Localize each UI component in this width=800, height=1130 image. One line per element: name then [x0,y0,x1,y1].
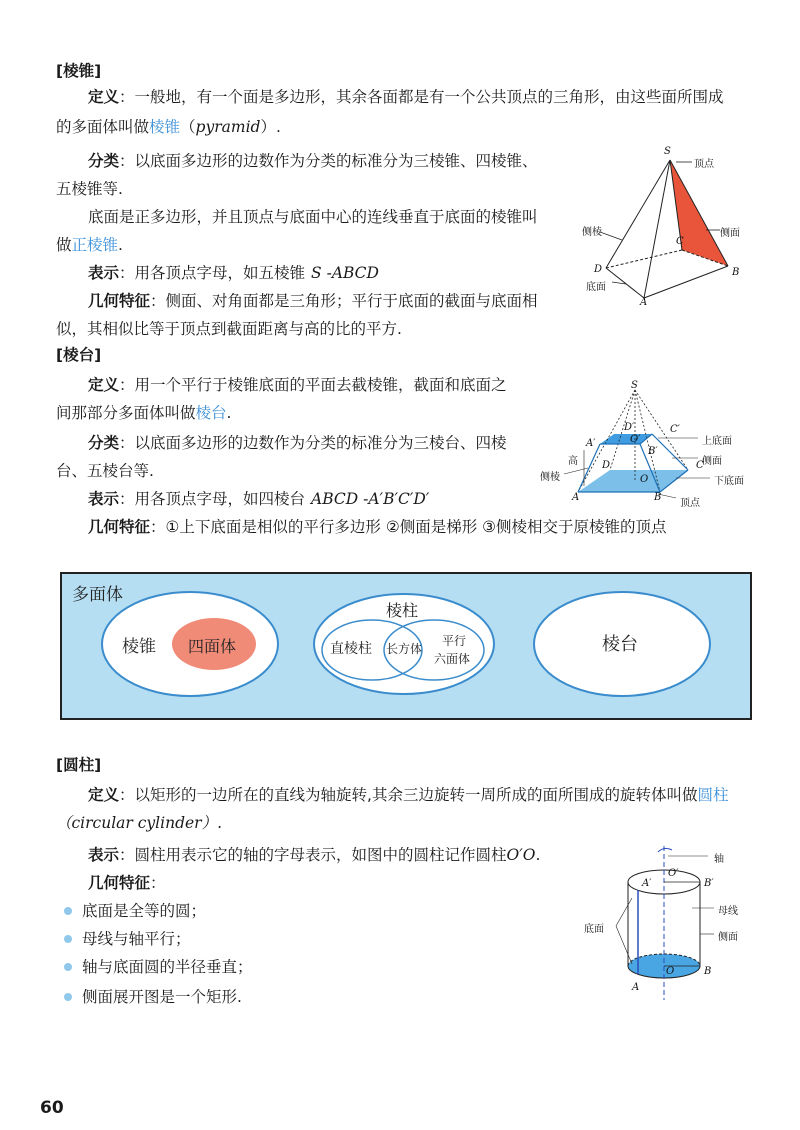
label-O1: O′ [630,434,641,445]
cylinder-figure-svg [580,838,760,1006]
label-A1: A′ [642,878,652,889]
diagram-prism-label: 棱柱 [386,601,419,620]
label-lateral-face: 侧面 [702,456,722,467]
cylinder-bullet-1: 底面是全等的圆； [64,900,206,922]
diagram-cuboid-label: 长方体 [386,642,423,656]
classification-label: 分类 [88,152,120,170]
label-B: B [704,966,712,977]
cylinder-representation: 表示：圆柱用表示它的轴的字母表示，如图中的圆柱记作圆柱O′O. [88,846,541,864]
bottom-base-fill [578,470,688,492]
label-A: A [572,492,580,503]
label-A1: A′ [586,438,596,449]
pyramid-term: 棱锥 [149,118,181,136]
bullet-dot [64,993,72,1001]
label-axis: 轴 [714,854,724,865]
pyramid-class-line1: 分类：以底面多边形的边数作为分类的标准分为三棱锥、四棱锥、 [88,152,538,170]
pyramid-geometry-line1: 几何特征：侧面、对角面都是三角形；平行于底面的截面与底面相 [88,292,538,310]
diagram-tetrahedron-label: 四面体 [188,637,237,656]
label-A: A [640,297,648,308]
geometry-label: 几何特征 [88,292,151,310]
pyramid-heading: [棱锥] [56,62,102,80]
cylinder-english: （circular cylinder）. [56,814,223,832]
label-C1: C′ [670,424,680,435]
cylinder-definition-line1: 定义：以矩形的一边所在的直线为轴旋转,其余三边旋转一周所成的面所围成的旋转体叫做圆柱 [88,786,729,804]
label-O: O [640,474,649,485]
pyramid-representation: 表示：用各顶点字母，如五棱锥 S -ABCD [88,264,379,282]
label-B: B [654,492,662,503]
cylinder-heading: [圆柱] [56,756,102,774]
pyramid-class-line2: 五棱锥等. [56,180,123,198]
label-S: S [664,146,671,157]
representation-label: 表示 [88,490,120,508]
label-C: C [696,460,704,471]
frustum-heading: [棱台] [56,346,102,364]
diagram-pyramid-label: 棱锥 [122,637,156,657]
frustum-figure [540,378,760,510]
label-S: S [631,380,638,391]
frustum-definition-line2: 间那部分多面体叫做棱台. [56,404,232,422]
geometry-label: 几何特征 [88,518,151,536]
label-lateral-edge: 侧棱 [540,472,560,483]
frustum-class-line1: 分类：以底面多边形的边数作为分类的标准分为三棱台、四棱 [88,434,507,452]
label-lateral-face: 侧面 [720,228,740,239]
diagram-right-prism-label: 直棱柱 [330,641,372,657]
polyhedron-diagram [60,572,752,720]
representation-label: 表示 [88,264,120,282]
cylinder-term: 圆柱 [697,786,729,804]
pyramid-figure [580,140,760,310]
label-lateral-edge: 侧棱 [582,227,602,238]
definition-label: 定义 [88,786,120,804]
pyramid-definition-line1: 定义：一般地，有一个面是多边形，其余各面都是有一个公共顶点的三角形，由这些面所围成 [88,88,724,106]
page-number: 60 [40,1098,64,1118]
label-lateral-face: 侧面 [718,932,738,943]
definition-label: 定义 [88,376,120,394]
regular-pyramid-line2: 做正棱锥. [56,236,123,254]
frustum-representation: 表示：用各顶点字母，如四棱台 ABCD -A′B′C′D′ [88,490,430,508]
label-apex: 顶点 [694,159,714,170]
bullet-dot [64,963,72,971]
bullet-dot [64,935,72,943]
label-D1: D′ [624,422,635,433]
label-apex: 顶点 [680,498,700,509]
geometry-label: 几何特征 [88,874,151,892]
pyramid-english: pyramid [195,118,261,136]
label-B1: B′ [648,446,658,457]
label-base: 底面 [584,924,604,935]
representation-label: 表示 [88,846,120,864]
label-A: A [632,982,640,993]
label-bottom-base: 下底面 [714,476,744,487]
label-top-base: 上底面 [702,436,732,447]
label-B: B [732,267,740,278]
diagram-parallelepiped-line2: 六面体 [434,652,471,666]
regular-pyramid-term: 正棱锥 [71,236,119,254]
cylinder-bullet-4: 侧面展开图是一个矩形. [64,986,242,1008]
cylinder-figure [580,838,760,1006]
label-C: C [676,236,684,247]
cylinder-notation: O′O [506,846,536,864]
pyramid-notation: S -ABCD [311,264,379,282]
definition-label: 定义 [88,88,120,106]
label-D: D [594,264,603,275]
label-B1: B′ [704,878,714,889]
frustum-term: 棱台 [195,404,227,422]
classification-label: 分类 [88,434,120,452]
pyramid-definition-line2: 的多面体叫做棱锥（pyramid）. [56,118,281,136]
cylinder-bullet-3: 轴与底面圆的半径垂直； [64,956,253,978]
cylinder-bullet-2: 母线与轴平行； [64,928,191,950]
diagram-frustum-label: 棱台 [602,634,638,655]
frustum-notation: ABCD -A′B′C′D′ [311,490,430,508]
frustum-definition-line1: 定义：用一个平行于棱锥底面的平面去截棱锥，截面和底面之 [88,376,507,394]
label-D: D [602,460,611,471]
label-base: 底面 [586,282,606,293]
frustum-class-line2: 台、五棱台等. [56,462,154,480]
regular-pyramid-line1: 底面是正多边形，并且顶点与底面中心的连线垂直于底面的棱锥叫 [88,208,538,226]
frustum-geometry: 几何特征：①上下底面是相似的平行多边形 ②侧面是梯形 ③侧棱相交于原棱锥的顶点 [88,518,667,536]
cylinder-geometry-label: 几何特征： [88,874,166,892]
diagram-title: 多面体 [72,585,123,605]
label-height: 高 [568,456,578,467]
bullet-dot [64,907,72,915]
diagram-parallelepiped-line1: 平行 [442,634,467,648]
label-O1: O′ [668,868,679,879]
label-generatrix: 母线 [718,906,738,917]
label-O: O [666,966,675,977]
pyramid-geometry-line2: 似，其相似比等于顶点到截面距离与高的比的平方. [56,320,402,338]
